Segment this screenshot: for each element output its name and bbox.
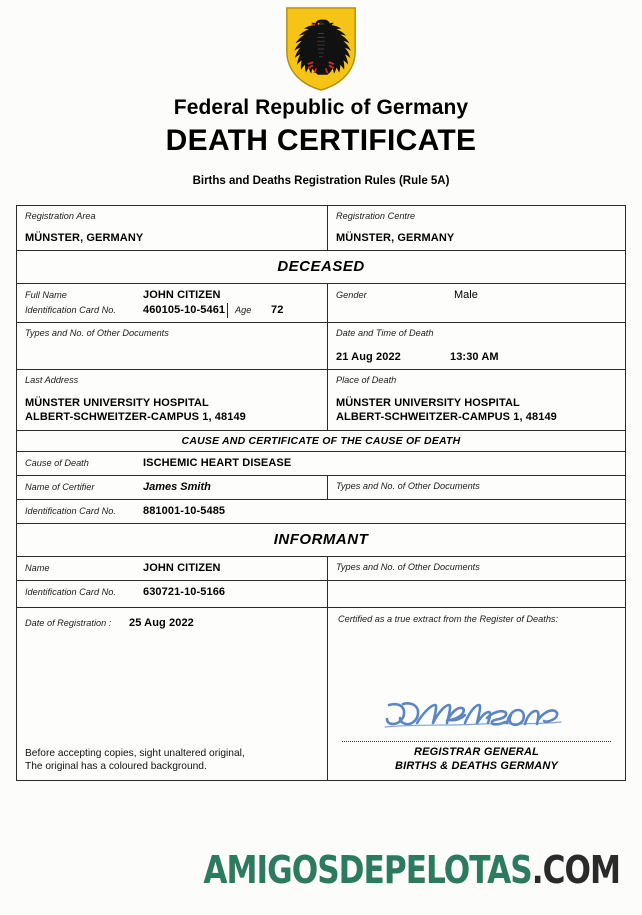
age-value: 72 <box>271 304 284 317</box>
informant-id-label: Identification Card No. <box>25 586 116 597</box>
full-name-label: Full Name <box>25 290 67 301</box>
gender-label: Gender <box>336 290 367 301</box>
page-title: DEATH CERTIFICATE <box>165 124 477 158</box>
cause-of-death-value: ISCHEMIC HEART DISEASE <box>143 457 292 470</box>
date-time-of-death-label: Date and Time of Death <box>336 327 434 338</box>
deceased-section-row <box>17 251 625 284</box>
registration-area-label: Registration Area <box>25 211 96 221</box>
date-time-of-death-cell <box>328 323 625 369</box>
certifier-id-label: Identification Card No. <box>25 505 116 516</box>
registration-centre-label: Registration Centre <box>336 211 416 221</box>
informant-other-documents-cell <box>328 557 625 580</box>
deceased-id-value: 460105-10-5461 <box>143 304 226 317</box>
registration-date-value: 25 Aug 2022 <box>129 616 194 629</box>
informant-other-documents-label: Types and No. of Other Documents <box>336 561 480 572</box>
registration-date-cell <box>17 608 328 780</box>
certification-cell <box>328 608 625 780</box>
registration-centre-cell <box>328 206 625 250</box>
certifier-row <box>17 476 625 500</box>
deceased-section-title: DECEASED <box>277 258 365 276</box>
certifier-name-value: James Smith <box>143 481 211 494</box>
full-name-value: JOHN CITIZEN <box>143 289 221 302</box>
certificate-header <box>0 0 642 187</box>
certifier-id-value: 881001-10-5485 <box>143 504 226 517</box>
cause-of-death-line <box>25 456 617 471</box>
last-address-line1: MÜNSTER UNIVERSITY HOSPITAL <box>25 396 209 409</box>
deceased-other-documents-label: Types and No. of Other Documents <box>25 327 169 338</box>
registrar-signature <box>338 691 615 739</box>
german-eagle-coat-of-arms-icon <box>284 6 358 92</box>
age-cell <box>227 303 321 318</box>
informant-name-value: JOHN CITIZEN <box>143 561 221 574</box>
informant-id-row <box>17 581 625 608</box>
page-title-country: Federal Republic of Germany <box>173 96 469 119</box>
cause-of-death-label: Cause of Death <box>25 458 89 469</box>
place-of-death-label: Place of Death <box>336 375 397 386</box>
informant-section-title: INFORMANT <box>273 530 369 548</box>
last-address-line2: ALBERT-SCHWEITZER-CAMPUS 1, 48149 <box>25 411 246 424</box>
cause-other-documents-cell <box>328 476 625 499</box>
registration-area-value: MÜNSTER, GERMANY <box>25 232 144 245</box>
date-time-of-death-values <box>336 350 619 365</box>
informant-id-value: 630721-10-5166 <box>143 585 226 598</box>
copy-disclaimer-line2: The original has a coloured background. <box>25 761 207 773</box>
informant-id-line <box>25 585 321 600</box>
copy-disclaimer <box>25 747 321 774</box>
deceased-docs-dod-row <box>17 323 625 370</box>
certifier-id-row <box>17 500 625 524</box>
deceased-id-line <box>25 303 321 318</box>
registrar-title-line1: REGISTRAR GENERAL <box>413 746 540 758</box>
certifier-name-line <box>25 480 321 495</box>
watermark-brand: AMIGOSDEPELOTAS <box>203 848 532 892</box>
place-of-death-line1: MÜNSTER UNIVERSITY HOSPITAL <box>336 396 520 409</box>
cause-of-death-cell <box>17 452 625 475</box>
last-address-label: Last Address <box>25 375 79 386</box>
deceased-identity-row <box>17 284 625 323</box>
registration-centre-value: MÜNSTER, GERMANY <box>336 232 455 245</box>
informant-name-label: Name <box>25 562 50 573</box>
registration-date-label: Date of Registration : <box>25 617 112 628</box>
handwritten-signature-icon <box>377 693 577 739</box>
deceased-id-label: Identification Card No. <box>25 305 116 316</box>
signature-dotted-line <box>342 741 611 742</box>
registration-area-cell <box>17 206 328 250</box>
rules-subtitle: Births and Deaths Registration Rules (Rule 5A) <box>192 175 450 188</box>
copy-disclaimer-line1: Before accepting copies, sight unaltered original, <box>25 747 245 759</box>
certificate-table <box>16 205 626 781</box>
last-address-cell <box>17 370 328 430</box>
registration-row <box>17 206 625 251</box>
age-label: Age <box>235 305 252 316</box>
cause-of-death-row <box>17 452 625 476</box>
registrar-title-line2: BIRTHS & DEATHS GERMANY <box>394 760 559 773</box>
place-of-death-line2: ALBERT-SCHWEITZER-CAMPUS 1, 48149 <box>336 411 557 424</box>
deceased-identity-cell <box>17 284 328 322</box>
cause-section-title: CAUSE AND CERTIFICATE OF THE CAUSE OF DEATH <box>181 435 461 448</box>
gender-cell <box>328 284 625 322</box>
signature-area <box>338 691 615 774</box>
cause-other-documents-label: Types and No. of Other Documents <box>336 481 480 492</box>
full-name-line <box>25 288 321 303</box>
informant-name-cell <box>17 557 328 580</box>
time-of-death-value: 13:30 AM <box>450 351 499 364</box>
cause-section-row <box>17 431 625 452</box>
place-of-death-cell <box>328 370 625 430</box>
gender-line <box>336 288 619 303</box>
site-watermark <box>112 848 620 892</box>
informant-id-spacer-cell <box>328 581 625 607</box>
informant-name-row <box>17 557 625 581</box>
certifier-name-label: Name of Certifier <box>25 482 95 493</box>
certified-extract-text: Certified as a true extract from the Register of Deaths: <box>338 613 559 624</box>
informant-section-row <box>17 524 625 557</box>
deceased-other-documents-cell <box>17 323 328 369</box>
certifier-id-line <box>25 504 617 519</box>
certifier-id-cell <box>17 500 625 523</box>
certification-row <box>17 608 625 780</box>
registration-date-line <box>25 616 321 631</box>
certifier-cell <box>17 476 328 499</box>
informant-id-cell <box>17 581 328 607</box>
address-row <box>17 370 625 431</box>
informant-name-line <box>25 561 321 576</box>
watermark-tld: .COM <box>531 848 620 892</box>
gender-value: Male <box>454 289 478 302</box>
date-of-death-value: 21 Aug 2022 <box>336 351 401 364</box>
